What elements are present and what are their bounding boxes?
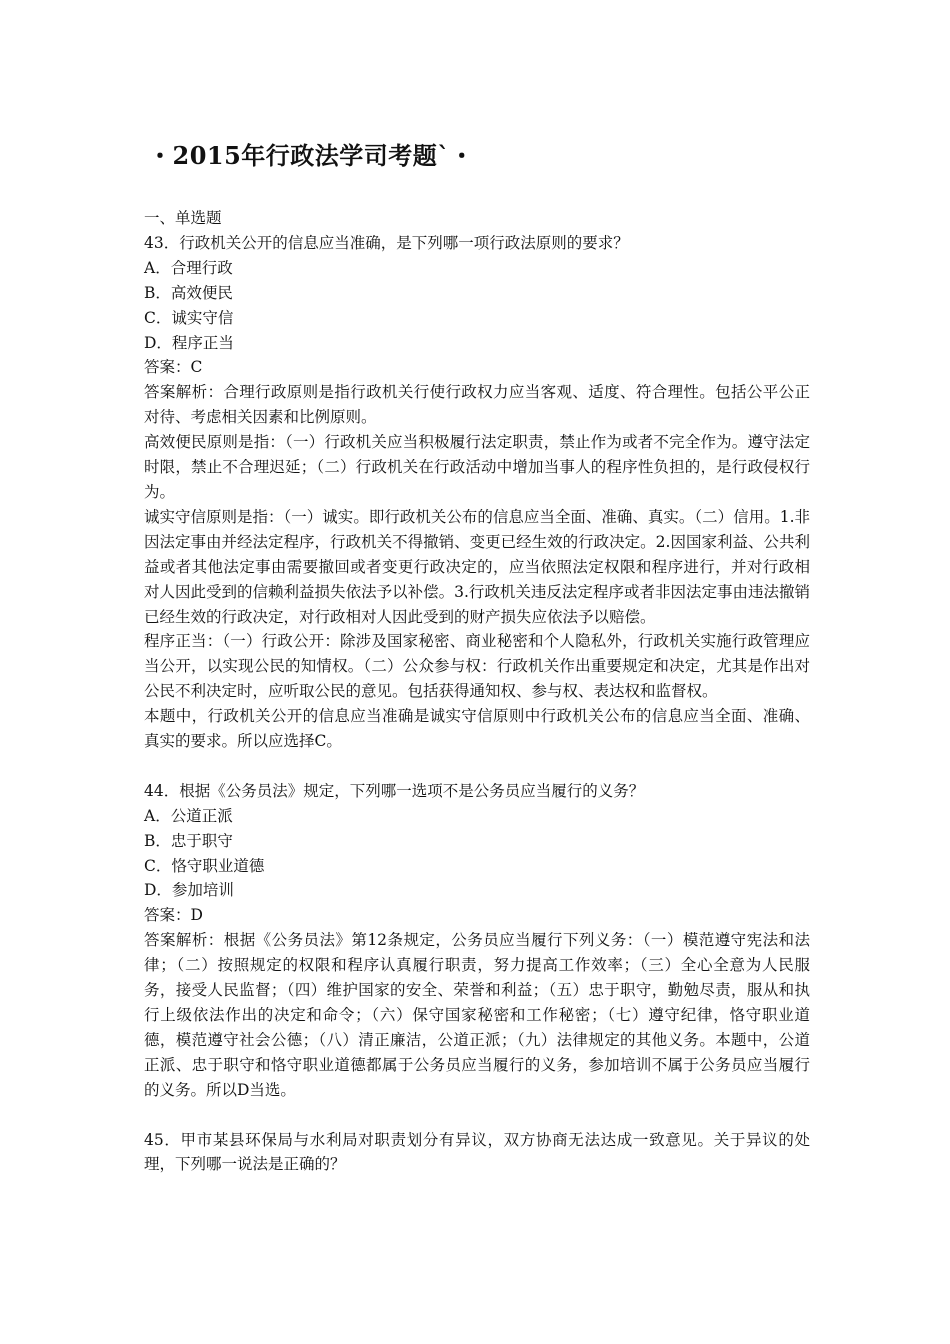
document-title: ・2015年行政法学司考题`・ bbox=[148, 141, 475, 170]
explanation-paragraph: 程序正当：（一）行政公开：除涉及国家秘密、商业秘密和个人隐私外，行政机关实施行政管理应当公开，以实现公民的知情权。（二）公众参与权：行政机关作出重要规定和决定，尤其是作出对公民不利决定时，应听取公民的意见。包括获得通知权、参与权、表达权和监督权。 bbox=[144, 632, 810, 701]
option-b: B．忠于职守 bbox=[144, 831, 233, 850]
option-a: A．公道正派 bbox=[144, 806, 233, 825]
question-45 bbox=[144, 1128, 810, 1178]
question-stem: 44．根据《公务员法》规定，下列哪一选项不是公务员应当履行的义务？ bbox=[144, 781, 645, 800]
question-43 bbox=[144, 231, 810, 754]
question-stem: 43．行政机关公开的信息应当准确，是下列哪一项行政法原则的要求？ bbox=[144, 233, 629, 252]
option-c: C．诚实守信 bbox=[144, 308, 234, 327]
option-d: D．程序正当 bbox=[144, 333, 234, 352]
option-b: B．高效便民 bbox=[144, 283, 233, 302]
explanation-paragraph: 高效便民原则是指：（一）行政机关应当积极履行法定职责，禁止作为或者不完全作为。遵守法定时限，禁止不合理迟延；（二）行政机关在行政活动中增加当事人的程序性负担的，是行政侵权行为。 bbox=[144, 433, 810, 501]
answer: 答案：C bbox=[144, 358, 203, 377]
spacer bbox=[144, 1103, 810, 1128]
question-stem: 45．甲市某县环保局与水利局对职责划分有异议，双方协商无法达成一致意见。关于异议的处理，下列哪一说法是正确的？ bbox=[144, 1130, 810, 1174]
option-d: D．参加培训 bbox=[144, 881, 234, 900]
question-44 bbox=[144, 779, 810, 1103]
explanation-paragraph: 答案解析：合理行政原则是指行政机关行使行政权力应当客观、适度、符合理性。包括公平公正对待、考虑相关因素和比例原则。 bbox=[144, 383, 810, 427]
option-a: A．合理行政 bbox=[144, 258, 233, 277]
document-body bbox=[144, 206, 810, 1177]
explanation-paragraph: 本题中，行政机关公开的信息应当准确是诚实守信原则中行政机关公布的信息应当全面、准确、真实的要求。所以应选择C。 bbox=[144, 707, 810, 751]
section-heading: 一、单选题 bbox=[144, 209, 222, 227]
answer: 答案：D bbox=[144, 906, 203, 925]
explanation-paragraph: 诚实守信原则是指：（一）诚实。即行政机关公布的信息应当全面、准确、真实。（二）信用。1.非因法定事由并经法定程序，行政机关不得撤销、变更已经生效的行政决定。2.因国家利益、公共利益或者其他法定事由需要撤回或者变更行政决定的，应当依照法定权限和程序进行，并对行政相对人因此受到的信赖利益损失依法予以补偿。3.行政机关违反法定程序或者非因法定事由违法撤销已经生效的行政决定，对行政相对人因此受到的财产损失应依法予以赔偿。 bbox=[144, 507, 810, 626]
explanation-paragraph: 答案解析：根据《公务员法》第12条规定，公务员应当履行下列义务：（一）模范遵守宪法和法律；（二）按照规定的权限和程序认真履行职责，努力提高工作效率；（三）全心全意为人民服务，接受人民监督；（四）维护国家的安全、荣誉和利益；（五）忠于职守，勤勉尽责，服从和执行上级依法作出的决定和命令；（六）保守国家秘密和工作秘密；（七）遵守纪律，恪守职业道德，模范遵守社会公德；（八）清正廉洁，公道正派；（九）法律规定的其他义务。本题中，公道正派、忠于职守和恪守职业道德都属于公务员应当履行的义务，参加培训不属于公务员应当履行的义务。所以D当选。 bbox=[144, 931, 810, 1099]
option-c: C．恪守职业道德 bbox=[144, 856, 265, 875]
spacer bbox=[144, 754, 810, 779]
